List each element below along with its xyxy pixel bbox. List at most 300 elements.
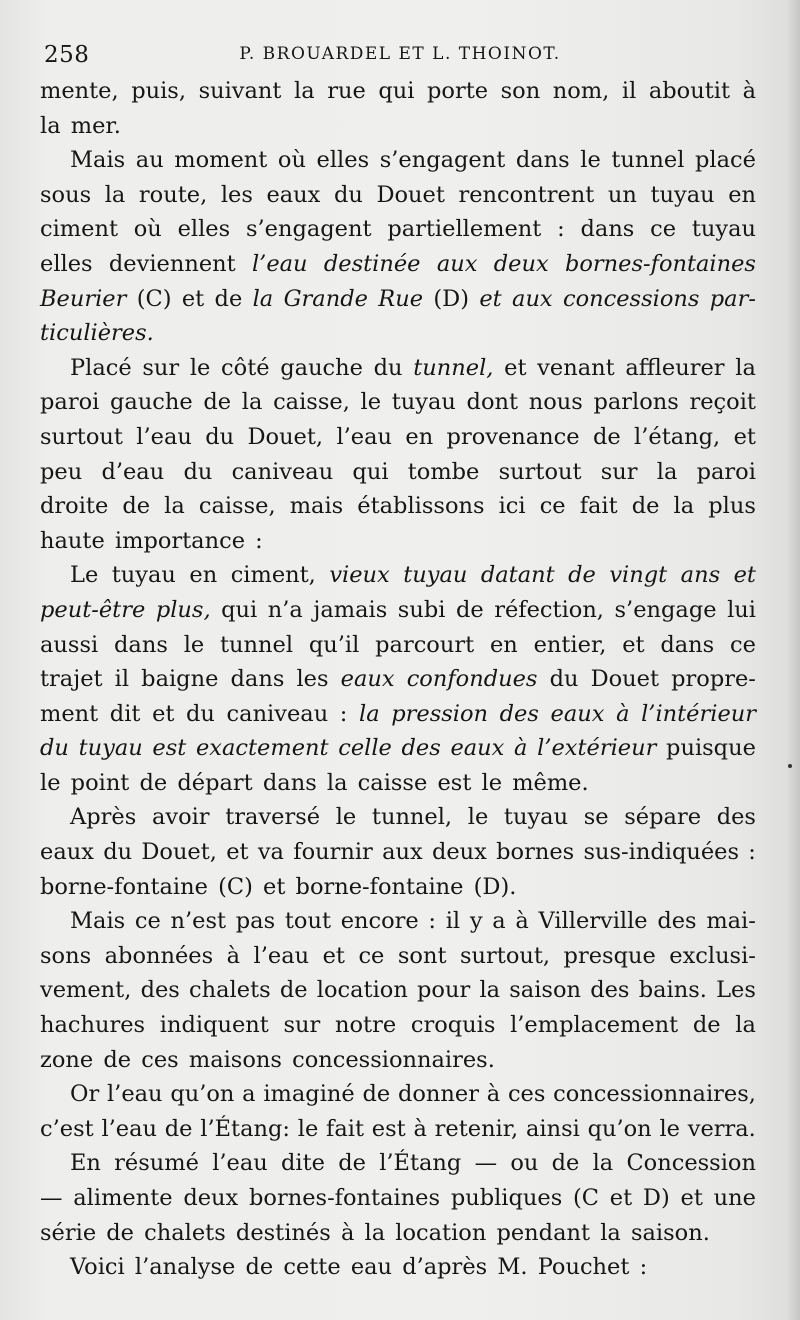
word: caniveau: [231, 458, 334, 485]
word: donner: [397, 1081, 479, 1108]
word: :: [639, 1254, 648, 1281]
word: qui: [221, 596, 258, 623]
word: destinés: [235, 1219, 341, 1246]
word: aux: [382, 839, 423, 866]
word: parcourt: [375, 631, 475, 658]
word: réfection,: [494, 596, 604, 623]
word: du: [205, 423, 235, 450]
word: du: [333, 181, 363, 208]
word: l’Étang:: [200, 1115, 290, 1142]
word: borne-fontaine: [40, 873, 219, 900]
word: le: [297, 1115, 319, 1142]
text-line: [40, 766, 756, 801]
word: exactement: [195, 735, 329, 762]
word: puisque: [666, 735, 756, 762]
word: et: [226, 839, 249, 866]
word: caniveau: [226, 700, 329, 727]
word: de: [455, 596, 484, 623]
word: la: [40, 112, 71, 139]
word: Or: [70, 1081, 100, 1108]
word: de: [203, 389, 232, 416]
word: En: [70, 1150, 101, 1177]
word: vement,: [40, 977, 132, 1004]
word: bornes-fontaines: [564, 250, 756, 277]
word: baigne: [141, 666, 219, 693]
word: est: [371, 1115, 406, 1142]
word: :: [748, 839, 756, 866]
text-line: [40, 835, 756, 870]
word: droite: [40, 493, 109, 520]
text-line: [40, 1043, 756, 1078]
word: paroi: [40, 389, 100, 416]
word: propre-: [671, 666, 756, 693]
word: s’engagent: [245, 216, 372, 243]
word: à: [413, 1115, 427, 1142]
word: entier,: [533, 631, 607, 658]
word: sous: [40, 181, 92, 208]
word: ces: [507, 1081, 546, 1108]
word: en: [405, 423, 434, 450]
word: Placé: [70, 354, 132, 381]
text-line: [40, 109, 756, 144]
word: la: [592, 1150, 614, 1177]
word: :: [339, 700, 348, 727]
word: de: [631, 493, 660, 520]
word: dans: [262, 769, 327, 796]
word: caisse,: [273, 389, 350, 416]
text-line: [40, 1181, 756, 1216]
word: sur: [142, 354, 180, 381]
word: le: [360, 389, 382, 416]
word: saison.: [630, 1219, 710, 1246]
word: sépare: [624, 804, 702, 831]
word: la: [656, 458, 678, 485]
word: paroi: [696, 458, 756, 485]
word: haute: [40, 527, 115, 554]
word: n’est: [170, 908, 227, 935]
word: la: [735, 1012, 756, 1039]
word: il: [621, 78, 637, 104]
word: à: [616, 700, 630, 727]
text-line: [40, 74, 756, 109]
word: série: [40, 1219, 107, 1246]
word: moment: [174, 147, 268, 174]
word: à: [514, 735, 528, 762]
text-line: [40, 593, 756, 628]
word: sur: [600, 458, 638, 485]
word: la: [479, 977, 501, 1004]
word: les: [220, 181, 253, 208]
word: —: [474, 1150, 498, 1177]
word: trajet: [40, 666, 103, 693]
word: bornes-fontaines: [249, 1185, 441, 1211]
word: ce: [650, 216, 677, 243]
word: la: [294, 78, 315, 104]
word: des: [140, 977, 180, 1004]
word: datant: [480, 562, 555, 589]
word: Douet: [376, 181, 445, 208]
word: en: [189, 562, 218, 589]
word: chalets: [144, 1219, 236, 1246]
word: mente,: [40, 78, 119, 104]
word: avoir: [151, 804, 210, 831]
word: et: [322, 942, 345, 969]
word: des: [499, 700, 539, 727]
word: placé: [695, 147, 756, 174]
text-line: [40, 351, 756, 386]
word: fournir: [293, 839, 373, 866]
word: le: [40, 769, 71, 796]
text-line: [40, 939, 756, 974]
word: le: [189, 354, 211, 381]
word: indiquent: [159, 1012, 269, 1039]
word: traversé: [225, 804, 321, 831]
word: deux: [493, 250, 549, 277]
word: Douet,: [141, 839, 217, 866]
word: l’intérieur: [641, 700, 756, 727]
word: l’eau: [336, 423, 393, 450]
word: surtout: [498, 458, 582, 485]
word: bornes: [496, 839, 575, 866]
word: l’eau: [106, 1081, 163, 1108]
word: Douet: [590, 666, 660, 693]
word: la: [326, 769, 358, 796]
word: l’eau: [251, 250, 308, 277]
word: la: [241, 389, 263, 416]
word: il: [445, 908, 461, 935]
word: Après: [70, 804, 137, 831]
word: de: [551, 1150, 580, 1177]
word: deux: [183, 1185, 239, 1211]
word: partiellement: [387, 216, 542, 243]
word: Concession: [626, 1150, 756, 1177]
word: fait: [326, 1115, 365, 1142]
word: suivant: [198, 78, 282, 104]
word: imaginé: [263, 1081, 355, 1108]
word: l’eau: [136, 423, 192, 450]
text-line: [40, 558, 756, 593]
text-line: [40, 143, 756, 178]
word: la: [735, 354, 756, 381]
word: s’engagent: [379, 147, 506, 174]
word: D): [642, 1185, 670, 1211]
word: gauche: [110, 389, 193, 416]
word: tunnel: [611, 147, 685, 174]
word: des: [590, 977, 630, 1004]
text-line: [40, 1216, 756, 1251]
word: en: [728, 181, 756, 208]
word: Voici: [70, 1254, 135, 1281]
word: résumé: [114, 1150, 199, 1177]
word: tombe: [407, 458, 480, 485]
word: tuyau: [503, 804, 569, 831]
word: des: [657, 908, 697, 935]
word: venant: [537, 354, 615, 381]
word: retenir,: [434, 1115, 519, 1142]
word: fait: [579, 493, 618, 520]
word: destinée: [323, 250, 421, 277]
word: du: [549, 666, 579, 693]
word: qui: [352, 458, 389, 485]
word: aussi: [40, 631, 99, 658]
word: au: [135, 147, 164, 174]
text-line: [40, 455, 756, 490]
word: dans: [580, 216, 635, 243]
word: tuyau: [691, 216, 756, 243]
text-line: [40, 1146, 756, 1181]
word: et: [479, 285, 502, 312]
word: :: [255, 527, 263, 554]
word: tout: [284, 908, 331, 935]
word: côté: [221, 354, 270, 381]
word: borne-fontaine: [295, 873, 474, 900]
word: l’eau: [101, 1115, 158, 1142]
word: a: [242, 1081, 256, 1108]
word: est: [437, 769, 482, 796]
word: la: [104, 181, 126, 208]
word: celle: [338, 735, 392, 762]
word: s’engage: [614, 596, 717, 623]
word: (C): [218, 873, 264, 900]
word: Le: [70, 562, 99, 589]
word: publiques: [450, 1185, 563, 1211]
word: tuyau: [403, 562, 468, 589]
word: deviennent: [108, 250, 236, 277]
word: départ: [177, 769, 263, 796]
word: l’emplacement: [510, 1012, 679, 1039]
word: sons: [40, 942, 92, 969]
word: ces: [141, 1046, 189, 1073]
word: de: [279, 977, 308, 1004]
word: chalets: [189, 977, 271, 1004]
word: l’analyse: [134, 1254, 246, 1281]
word: elles: [40, 250, 93, 277]
word: zone: [40, 1046, 104, 1073]
word: l’étang,: [634, 423, 721, 450]
word: l’eau: [212, 1150, 268, 1177]
word: où: [277, 147, 306, 174]
word: une: [713, 1185, 756, 1211]
word: tunnel,: [413, 354, 494, 381]
word: le: [183, 631, 205, 658]
word: qu’il: [308, 631, 360, 658]
text-line: [40, 800, 756, 835]
word: Beurier: [40, 285, 127, 312]
text-line: [40, 662, 756, 697]
word: de: [214, 285, 243, 312]
word: établissons: [357, 493, 485, 520]
word: même.: [512, 769, 589, 796]
word: du: [183, 458, 213, 485]
word: un: [607, 181, 637, 208]
word: elles: [177, 216, 231, 243]
word: y: [469, 908, 483, 935]
word: a: [492, 908, 506, 935]
word: à: [226, 942, 241, 969]
page-number: 258: [44, 42, 90, 68]
word: dite: [281, 1150, 325, 1177]
word: Douet,: [247, 423, 324, 450]
word: tunnel,: [371, 804, 453, 831]
word: par-: [709, 285, 756, 312]
word: jamais: [313, 596, 388, 623]
word: ciment: [40, 216, 118, 243]
word: du: [186, 700, 215, 727]
word: saison: [509, 977, 582, 1004]
word: maisons: [188, 1046, 293, 1073]
word: de: [164, 1115, 193, 1142]
word: deux: [431, 839, 487, 866]
word: surtout: [40, 423, 123, 450]
word: Mais: [70, 908, 126, 935]
word: et: [680, 1185, 703, 1211]
word: (D).: [473, 873, 517, 900]
word: de: [245, 1254, 284, 1281]
word: à: [515, 908, 529, 935]
word: concessionnaires.: [292, 1046, 495, 1073]
word: le: [481, 769, 513, 796]
word: sont: [397, 942, 447, 969]
word: —: [40, 1185, 63, 1211]
word: tuyau: [78, 735, 143, 762]
word: tunnel: [220, 631, 294, 658]
word: qui: [378, 78, 415, 104]
word: hachures: [40, 1012, 146, 1039]
word: peu: [40, 458, 83, 485]
word: ticulières.: [40, 320, 154, 347]
word: Villerville: [538, 908, 648, 935]
word: tuyau: [650, 181, 715, 208]
word: et: [733, 562, 756, 589]
word: dit: [109, 700, 141, 727]
word: route,: [138, 181, 208, 208]
word: verra.: [687, 1115, 756, 1142]
text-line: [40, 628, 756, 663]
word: confondues: [406, 666, 538, 693]
word: notre: [335, 1012, 397, 1039]
text-line: [40, 178, 756, 213]
word: l’Étang: [379, 1150, 462, 1177]
word: mer.: [70, 112, 121, 139]
text-line: [40, 904, 756, 939]
word: parlons: [593, 389, 679, 416]
word: des: [401, 735, 441, 762]
word: de: [338, 1150, 366, 1177]
word: le: [467, 804, 489, 831]
word: dans: [114, 631, 168, 658]
text-line: [40, 1250, 756, 1285]
word: et: [181, 285, 205, 312]
body-text: [40, 74, 756, 1285]
word: encore: [340, 908, 419, 935]
word: à: [340, 1219, 365, 1246]
word: sus-indiquées: [583, 839, 740, 866]
word: qu’on: [587, 1115, 652, 1142]
word: vingt: [609, 562, 668, 589]
word: affleurer: [625, 354, 725, 381]
word: location: [316, 977, 408, 1004]
word: où: [133, 216, 162, 243]
word: des: [716, 804, 756, 831]
word: eaux: [40, 839, 94, 866]
word: presque: [563, 942, 656, 969]
word: dans: [230, 666, 285, 693]
word: concessionnaires,: [553, 1081, 756, 1108]
word: sur: [283, 1012, 321, 1039]
word: de: [362, 1081, 391, 1108]
word: aboutit: [648, 78, 730, 104]
word: d’eau: [101, 458, 165, 485]
word: porte: [427, 78, 489, 104]
ink-speck: [788, 764, 792, 768]
word: pour: [417, 977, 471, 1004]
word: et: [733, 423, 756, 450]
word: de: [103, 1046, 142, 1073]
word: le: [580, 147, 601, 174]
word: ou: [510, 1150, 539, 1177]
word: elles: [316, 147, 370, 174]
word: à: [486, 1081, 501, 1108]
word: rue: [327, 78, 366, 104]
word: ce: [358, 942, 385, 969]
text-line: [40, 973, 756, 1008]
word: Les: [716, 977, 756, 1004]
word: dans: [660, 631, 715, 658]
word: bains.: [638, 977, 707, 1004]
word: :: [428, 908, 437, 935]
word: et: [622, 631, 645, 658]
word: de: [692, 1012, 721, 1039]
running-head: P. BROUARDEL ET L. THOINOT.: [239, 44, 561, 64]
word: gauche: [280, 354, 363, 381]
page-header: [40, 40, 760, 70]
word: surtout,: [459, 942, 551, 969]
word: l’extérieur: [537, 735, 657, 762]
page-edge-shadow: [786, 0, 800, 1320]
word: croquis: [410, 1012, 496, 1039]
word: mai-: [706, 908, 756, 935]
word: mais: [289, 493, 344, 520]
word: il: [114, 666, 130, 693]
word: et: [152, 700, 175, 727]
word: c’est: [40, 1115, 94, 1142]
word: de: [139, 769, 178, 796]
word: (C): [136, 285, 172, 312]
word: (C: [573, 1185, 600, 1211]
word: reçoit: [689, 389, 756, 416]
text-line: [40, 489, 756, 524]
word: la: [600, 1219, 631, 1246]
word: dans: [515, 147, 570, 174]
word: et: [609, 1185, 633, 1211]
word: rencontrent: [458, 181, 595, 208]
word: dont: [466, 389, 519, 416]
word: ce: [539, 493, 566, 520]
word: aux: [512, 285, 553, 312]
word: eau: [350, 1254, 403, 1281]
word: du: [103, 839, 133, 866]
word: nom,: [552, 78, 610, 104]
text-line: [40, 524, 756, 559]
word: :: [557, 216, 565, 243]
word: pendant: [496, 1219, 601, 1246]
word: l’eau: [253, 942, 310, 969]
word: location: [395, 1219, 497, 1246]
word: aux: [436, 250, 478, 277]
word: ici: [498, 493, 526, 520]
word: la: [364, 1219, 396, 1246]
word: ce: [730, 631, 756, 658]
